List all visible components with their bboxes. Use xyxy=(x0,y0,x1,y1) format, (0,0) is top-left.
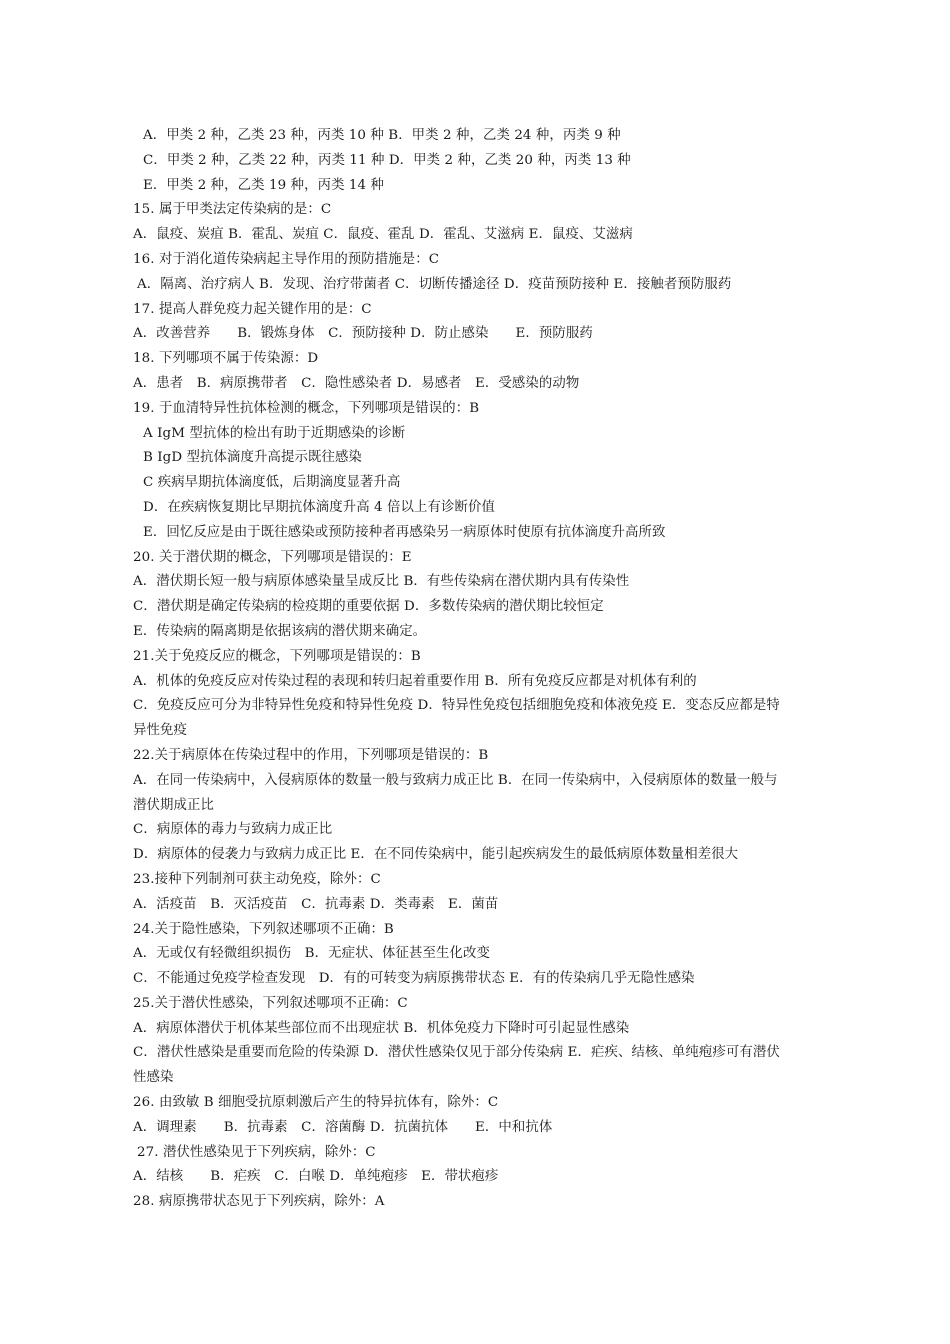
option-line: A．隔离、治疗病人 B．发现、治疗带菌者 C．切断传播途径 D．疫苗预防接种 E．接触者预防服药 xyxy=(137,276,732,292)
option-line: E．传染病的隔离期是依据该病的潜伏期来确定。 xyxy=(133,623,427,639)
option-line: A．病原体潜伏于机体某些部位而不出现症状 B．机体免疫力下降时可引起显性感染 xyxy=(133,1020,630,1036)
option-line: A．鼠疫、炭疽 B．霍乱、炭疽 C．鼠疫、霍乱 D．霍乱、艾滋病 E．鼠疫、艾滋病 xyxy=(133,227,633,243)
option-line: C．不能通过免疫学检查发现 D．有的可转变为病原携带状态 E．有的传染病几乎无隐性感染 xyxy=(133,971,695,987)
option-line: A．结核 B．疟疾 C．白喉 D．单纯疱疹 E．带状疱疹 xyxy=(133,1169,499,1185)
question-line: 28. 病原携带状态见于下列疾病，除外：A xyxy=(133,1194,385,1210)
option-line: C．潜伏期是确定传染病的检疫期的重要依据 D．多数传染病的潜伏期比较恒定 xyxy=(133,599,604,615)
option-line-continued: 潜伏期成正比 xyxy=(133,797,214,813)
option-line: D．病原体的侵袭力与致病力成正比 E．在不同传染病中，能引起疾病发生的最低病原体数量相差很大 xyxy=(133,847,739,863)
option-line: E．回忆反应是由于既往感染或预防接种者再感染另一病原体时使原有抗体滴度升高所致 xyxy=(143,524,666,540)
option-line: A．甲类 2 种，乙类 23 种，丙类 10 种 B．甲类 2 种，乙类 24 种，丙类 9 种 xyxy=(143,128,621,143)
option-line: B IgD 型抗体滴度升高提示既往感染 xyxy=(143,450,362,466)
option-line: A．改善营养 B．锻炼身体 C．预防接种 D．防止感染 E．预防服药 xyxy=(133,326,593,342)
option-line: A．机体的免疫反应对传染过程的表现和转归起着重要作用 B．所有免疫反应都是对机体有利的 xyxy=(133,673,697,689)
option-line: C 疾病早期抗体滴度低，后期滴度显著升高 xyxy=(143,475,401,491)
question-line: 15. 属于甲类法定传染病的是：C xyxy=(133,202,332,218)
document-body xyxy=(133,124,823,1215)
question-line: 27. 潜伏性感染见于下列疾病，除外：C xyxy=(137,1144,376,1160)
option-line: C．病原体的毒力与致病力成正比 xyxy=(133,822,333,838)
option-line: C．甲类 2 种，乙类 22 种，丙类 11 种 D．甲类 2 种，乙类 20 种，丙类 13 种 xyxy=(143,152,631,168)
question-line: 20. 关于潜伏期的概念，下列哪项是错误的：E xyxy=(133,549,412,565)
option-line: A．在同一传染病中，入侵病原体的数量一般与致病力成正比 B．在同一传染病中，入侵病原体的数量一般与 xyxy=(133,772,778,788)
question-line: 18. 下列哪项不属于传染源：D xyxy=(133,351,319,367)
option-line: D．在疾病恢复期比早期抗体滴度升高 4 倍以上有诊断价值 xyxy=(143,499,495,515)
option-line: C．潜伏性感染是重要而危险的传染源 D．潜伏性感染仅见于部分传染病 E．疟疾、结核、单纯疱疹可有潜伏 xyxy=(133,1045,780,1061)
question-line: 19. 于血清特异性抗体检测的概念，下列哪项是错误的：B xyxy=(133,400,480,416)
option-line: A IgM 型抗体的检出有助于近期感染的诊断 xyxy=(143,425,406,441)
question-line: 17. 提高人群免疫力起关键作用的是：C xyxy=(133,301,372,317)
question-line: 23.接种下列制剂可获主动免疫，除外：C xyxy=(133,871,381,887)
option-line: A．潜伏期长短一般与病原体感染量呈成反比 B．有些传染病在潜伏期内具有传染性 xyxy=(133,574,630,590)
question-line: 16. 对于消化道传染病起主导作用的预防措施是：C xyxy=(133,251,440,267)
option-line: A．无或仅有轻微组织损伤 B．无症状、体征甚至生化改变 xyxy=(133,946,490,962)
option-line-continued: 异性免疫 xyxy=(133,723,187,739)
option-line: A．活疫苗 B．灭活疫苗 C．抗毒素 D．类毒素 E．菌苗 xyxy=(133,896,499,912)
option-line-continued: 性感染 xyxy=(133,1070,174,1086)
question-line: 25.关于潜伏性感染，下列叙述哪项不正确：C xyxy=(133,995,408,1011)
option-line: A．调理素 B．抗毒素 C．溶菌酶 D．抗菌抗体 E．中和抗体 xyxy=(133,1119,553,1135)
option-line: C．免疫反应可分为非特异性免疫和特异性免疫 D．特异性免疫包括细胞免疫和体液免疫 E．变态反应都是特 xyxy=(133,698,780,714)
option-line: A．患者 B．病原携带者 C．隐性感染者 D．易感者 E．受感染的动物 xyxy=(133,375,580,391)
option-line: E．甲类 2 种，乙类 19 种，丙类 14 种 xyxy=(143,177,384,193)
question-line: 22.关于病原体在传染过程中的作用，下列哪项是错误的：B xyxy=(133,747,489,763)
question-line: 26. 由致敏 B 细胞受抗原刺激后产生的特异抗体有，除外：C xyxy=(133,1095,499,1111)
question-line: 24.关于隐性感染，下列叙述哪项不正确：B xyxy=(133,921,394,937)
question-line: 21.关于免疫反应的概念，下列哪项是错误的：B xyxy=(133,648,421,664)
